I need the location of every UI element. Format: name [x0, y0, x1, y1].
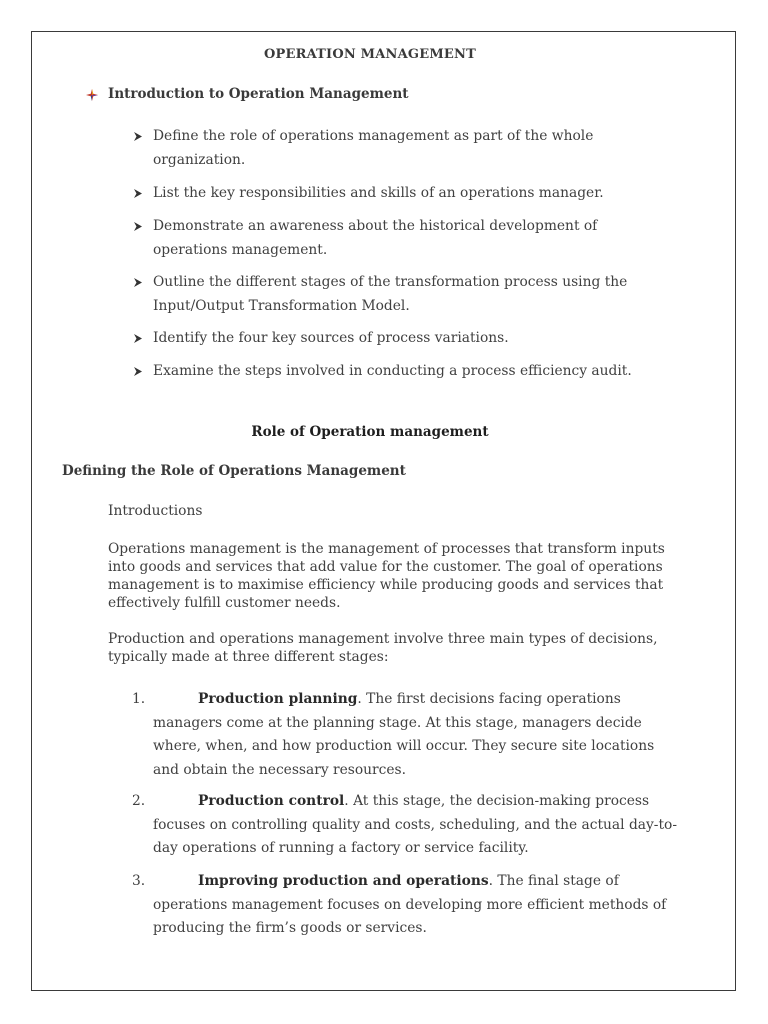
objective-item [132, 360, 672, 384]
objective-item [132, 125, 672, 172]
subsection-title: Defining the Role of Operations Management [62, 463, 406, 479]
stage-number: 2. [132, 793, 146, 809]
objective-item [132, 215, 672, 262]
stage-body [153, 870, 677, 941]
stage-term: Production control [198, 793, 345, 809]
stage-item [132, 790, 677, 861]
arrowhead-bullet-icon [132, 125, 144, 148]
arrowhead-bullet-icon [132, 360, 144, 383]
intro-label: Introductions [108, 503, 203, 519]
objective-item [132, 182, 672, 206]
stage-number: 3. [132, 873, 146, 889]
stage-body [153, 790, 677, 861]
four-point-star-bullet-icon [85, 88, 99, 102]
objective-item [132, 327, 672, 351]
stage-item [132, 870, 677, 941]
arrowhead-bullet-icon [132, 182, 144, 205]
objective-text: Identify the four key sources of process variations. [153, 330, 509, 346]
stage-text: . The first decisions facing operations managers come at the planning stage. At this stage, managers decide where, when, and how production will occur. They secure site locations and obtain the necessary resources. [153, 691, 655, 778]
objective-text: Demonstrate an awareness about the historical development of operations management. [153, 218, 598, 258]
objective-text: List the key responsibilities and skills of an operations manager. [153, 185, 604, 201]
arrowhead-bullet-icon [132, 271, 144, 294]
arrowhead-bullet-icon [132, 215, 144, 238]
stage-item [132, 688, 677, 782]
objective-item [132, 271, 672, 318]
section-title: Role of Operation management [251, 424, 489, 440]
arrowhead-bullet-icon [132, 327, 144, 350]
objective-text: Define the role of operations management as part of the whole organization. [153, 128, 594, 168]
objective-text: Outline the different stages of the transformation process using the Input/Output Transformation Model. [153, 274, 628, 314]
intro-heading: Introduction to Operation Management [108, 86, 409, 102]
document-title: OPERATION MANAGEMENT [264, 47, 476, 62]
paragraph: Production and operations management involve three main types of decisions, typically made at three different stages: [108, 631, 658, 665]
paragraph: Operations management is the management of processes that transform inputs into goods and services that add value for the customer. The goal of operations management is to maximise efficiency while producing goods and services that effectively fulfill customer needs. [108, 541, 665, 611]
stage-text: . At this stage, the decision-making process focuses on controlling quality and costs, scheduling, and the actual day-to-day operations of running a factory or service facility. [153, 793, 677, 856]
stage-number: 1. [132, 691, 146, 707]
stage-term: Improving production and operations [198, 873, 489, 889]
stage-body [153, 688, 677, 782]
stage-text: . The final stage of operations management focuses on developing more efficient methods of producing the firm’s goods or services. [153, 873, 667, 936]
objective-text: Examine the steps involved in conducting a process efficiency audit. [153, 363, 632, 379]
stage-term: Production planning [198, 691, 358, 707]
